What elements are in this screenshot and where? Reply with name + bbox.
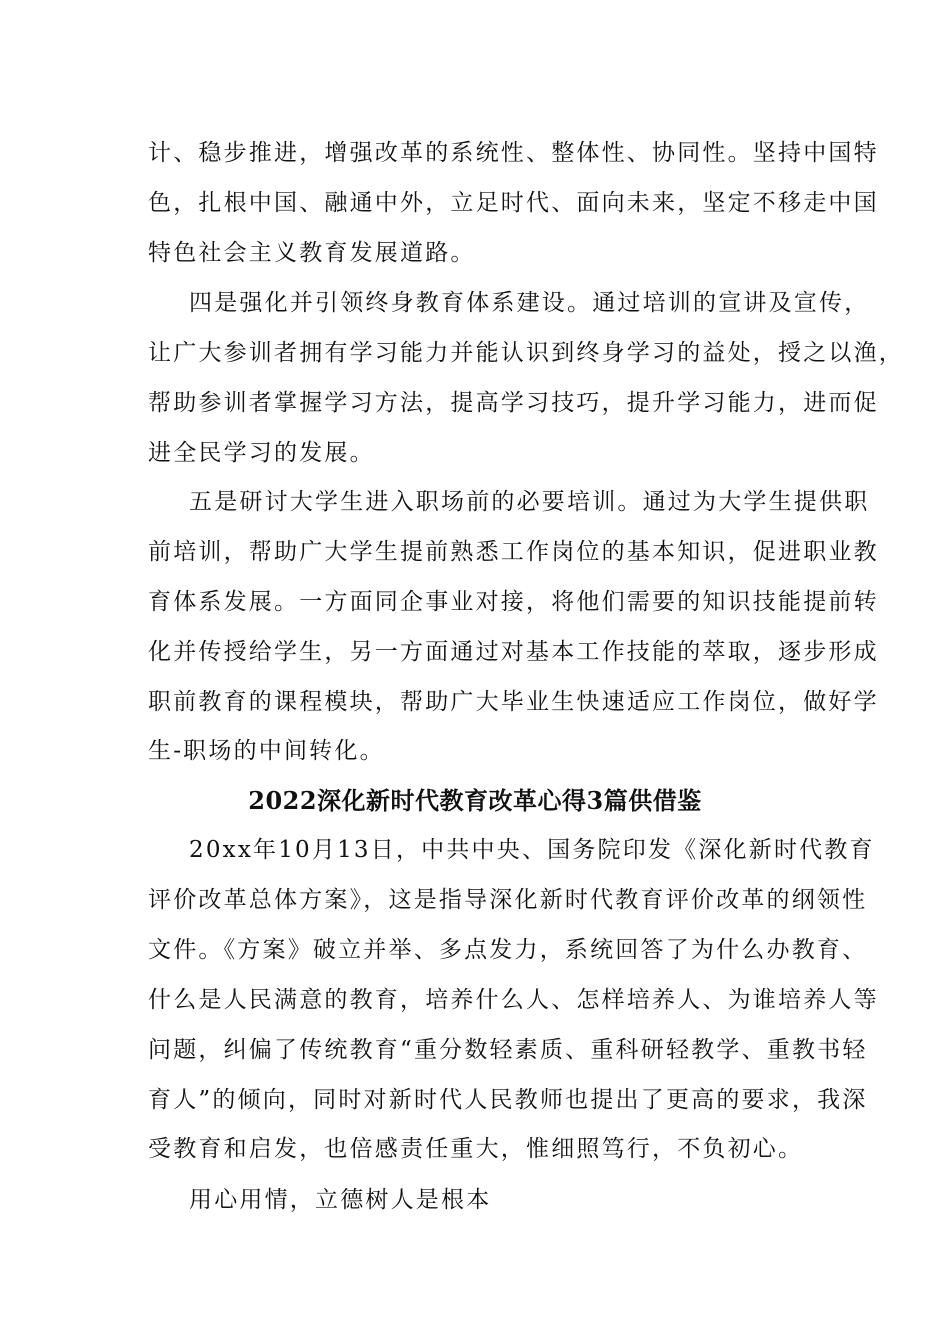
paragraph-line: 育体系发展。一方面同企事业对接，将他们需要的知识技能提前转 <box>148 589 879 615</box>
paragraph-line: 受教育和启发，也倍感责任重大，惟细照笃行，不负初心。 <box>148 1136 804 1162</box>
paragraph-line: 化并传授给学生，另一方面通过对基本工作技能的萃取，逐步形成 <box>148 639 879 665</box>
paragraph-line: 进全民学习的发展。 <box>148 440 375 466</box>
paragraph-line: 四是强化并引领终身教育体系建设。通过培训的宣讲及宣传， <box>189 290 870 316</box>
paragraph-line: 文件。《方案》破立并举、多点发力，系统回答了为什么办教育、 <box>148 937 868 963</box>
paragraph-line: 用心用情，立德树人是根本 <box>189 1187 492 1213</box>
paragraph-line: 计、稳步推进，增强改革的系统性、整体性、协同性。坚持中国特 <box>148 140 879 166</box>
paragraph-line: 前培训，帮助广大学生提前熟悉工作岗位的基本知识，促进职业教 <box>148 539 879 565</box>
paragraph-line: 什么是人民满意的教育，培养什么人、怎样培养人、为谁培养人等 <box>148 987 879 1013</box>
paragraph-line: 评价改革总体方案》，这是指导深化新时代教育评价改革的纲领性 <box>148 887 868 913</box>
paragraph-line: 五是研讨大学生进入职场前的必要培训。通过为大学生提供职 <box>189 489 870 515</box>
paragraph-line: 色，扎根中国、融通中外，立足时代、面向未来，坚定不移走中国 <box>148 190 879 216</box>
paragraph-line: 职前教育的课程模块，帮助广大毕业生快速适应工作岗位，做好学 <box>148 689 879 715</box>
paragraph-line: 育人”的倾向，同时对新时代人民教师也提出了更高的要求，我深 <box>148 1087 868 1113</box>
paragraph-line: 20xx年10月13日，中共中央、国务院印发《深化新时代教育 <box>189 837 875 863</box>
paragraph-line: 问题，纠偏了传统教育“重分数轻素质、重科研轻教学、重教书轻 <box>148 1037 868 1063</box>
section-title: 2022深化新时代教育改革心得3篇供借鉴 <box>248 786 702 815</box>
paragraph-line: 让广大参训者拥有学习能力并能认识到终身学习的益处，授之以渔， <box>148 340 904 366</box>
paragraph-line: 特色社会主义教育发展道路。 <box>148 240 476 266</box>
paragraph-line: 生-职场的中间转化。 <box>148 738 385 764</box>
paragraph-line: 帮助参训者掌握学习方法，提高学习技巧，提升学习能力，进而促 <box>148 390 879 416</box>
